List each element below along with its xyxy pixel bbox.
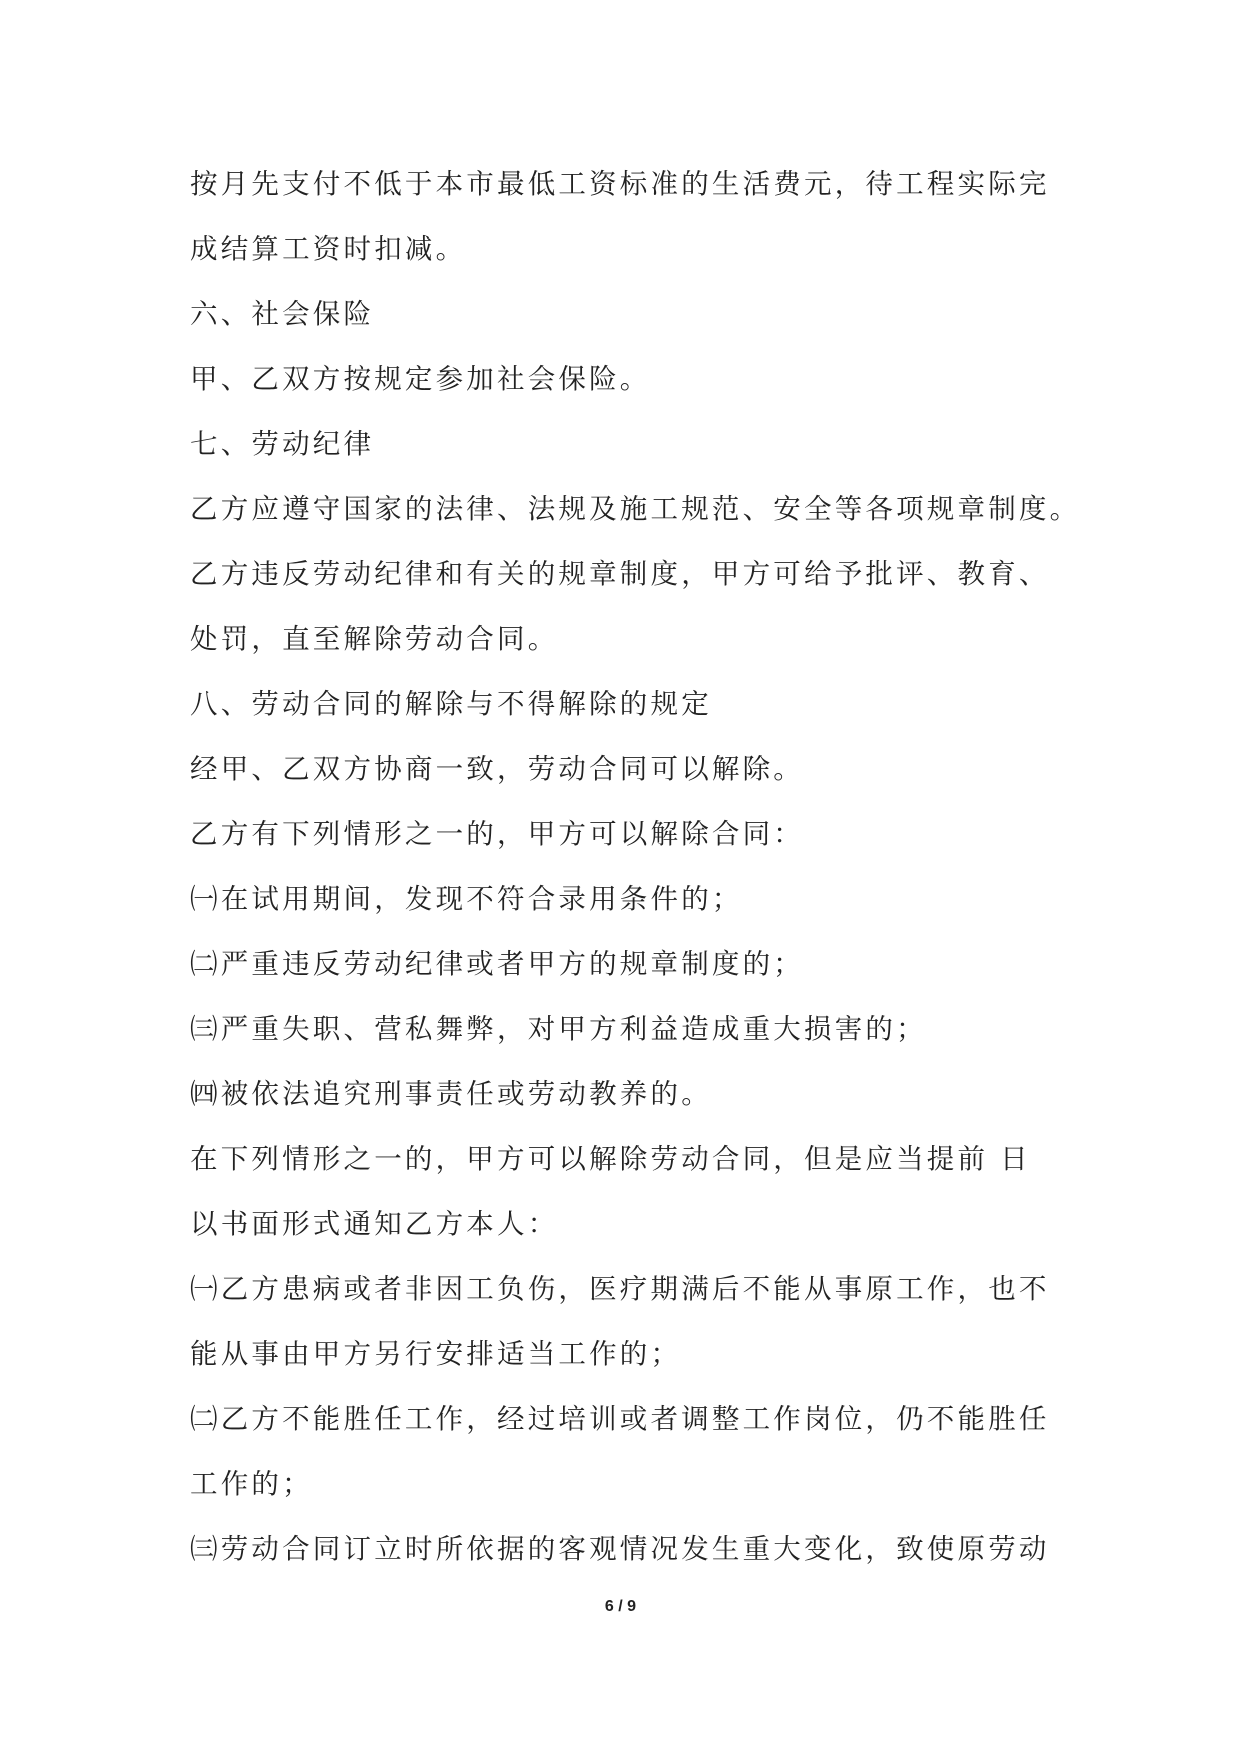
section-heading: 八、劳动合同的解除与不得解除的规定 xyxy=(190,688,712,720)
text-line: 经甲、乙双方协商一致，劳动合同可以解除。 xyxy=(190,753,804,785)
document-body xyxy=(190,160,1081,1590)
section-heading: 七、劳动纪律 xyxy=(190,428,375,460)
list-item: ㈡严重违反劳动纪律或者甲方的规章制度的； xyxy=(190,948,804,980)
text-line: 能从事由甲方另行安排适当工作的； xyxy=(190,1338,682,1370)
text-line: 处罚，直至解除劳动合同。 xyxy=(190,623,559,655)
list-item: ㈠乙方患病或者非因工负伤，医疗期满后不能从事原工作，也不 xyxy=(190,1273,1050,1305)
list-item: ㈢劳动合同订立时所依据的客观情况发生重大变化，致使原劳动 xyxy=(190,1533,1050,1565)
text-line: 工作的； xyxy=(190,1468,313,1500)
text-line: 以书面形式通知乙方本人： xyxy=(190,1208,559,1240)
page-number: 6 / 9 xyxy=(604,1598,637,1615)
list-item: ㈣被依法追究刑事责任或劳动教养的。 xyxy=(190,1078,712,1110)
list-item: ㈢严重失职、营私舞弊，对甲方利益造成重大损害的； xyxy=(190,1013,927,1045)
text-line: 成结算工资时扣减。 xyxy=(190,233,467,265)
list-item: ㈡乙方不能胜任工作，经过培训或者调整工作岗位，仍不能胜任 xyxy=(190,1403,1050,1435)
text-line: 乙方有下列情形之一的，甲方可以解除合同： xyxy=(190,818,804,850)
text-line: 在下列情形之一的，甲方可以解除劳动合同，但是应当提前 日 xyxy=(190,1143,1031,1175)
text-line: 乙方违反劳动纪律和有关的规章制度，甲方可给予批评、教育、 xyxy=(190,558,1050,590)
list-item: ㈠在试用期间，发现不符合录用条件的； xyxy=(190,883,743,915)
text-line: 甲、乙双方按规定参加社会保险。 xyxy=(190,363,651,395)
text-line: 按月先支付不低于本市最低工资标准的生活费元，待工程实际完 xyxy=(190,168,1050,200)
text-line: 乙方应遵守国家的法律、法规及施工规范、安全等各项规章制度。 xyxy=(190,493,1081,525)
section-heading: 六、社会保险 xyxy=(190,298,375,330)
